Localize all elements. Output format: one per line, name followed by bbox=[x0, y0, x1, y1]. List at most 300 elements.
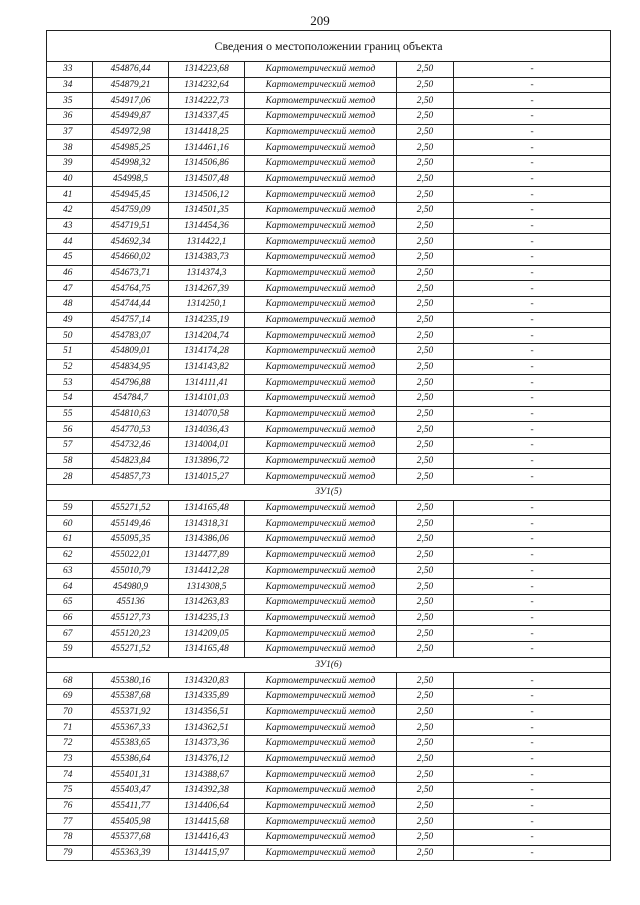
method-cell: Картометрический метод bbox=[245, 140, 397, 156]
table-row bbox=[47, 156, 611, 172]
coord-x-cell: 454757,14 bbox=[93, 312, 169, 328]
coord-y-cell: 1314501,35 bbox=[169, 203, 245, 219]
coord-x-cell: 454744,44 bbox=[93, 297, 169, 313]
coord-y-cell: 1314036,43 bbox=[169, 422, 245, 438]
table-row bbox=[47, 829, 611, 845]
method-cell: Картометрический метод bbox=[245, 453, 397, 469]
point-number-cell: 54 bbox=[47, 391, 93, 407]
method-cell: Картометрический метод bbox=[245, 767, 397, 783]
description-cell: - bbox=[454, 798, 611, 814]
method-cell: Картометрический метод bbox=[245, 344, 397, 360]
description-cell: - bbox=[454, 77, 611, 93]
accuracy-cell: 2,50 bbox=[397, 391, 454, 407]
table-row bbox=[47, 516, 611, 532]
point-number-cell: 47 bbox=[47, 281, 93, 297]
coord-y-cell: 1314318,31 bbox=[169, 516, 245, 532]
description-cell: - bbox=[454, 673, 611, 689]
coord-y-cell: 1314337,45 bbox=[169, 109, 245, 125]
table-row bbox=[47, 767, 611, 783]
coord-y-cell: 1314165,48 bbox=[169, 500, 245, 516]
method-cell: Картометрический метод bbox=[245, 751, 397, 767]
method-cell: Картометрический метод bbox=[245, 594, 397, 610]
point-number-cell: 59 bbox=[47, 500, 93, 516]
accuracy-cell: 2,50 bbox=[397, 720, 454, 736]
table-row bbox=[47, 704, 611, 720]
table-row bbox=[47, 547, 611, 563]
coord-x-cell: 455401,31 bbox=[93, 767, 169, 783]
table-row bbox=[47, 187, 611, 203]
description-cell: - bbox=[454, 829, 611, 845]
coord-x-cell: 455383,65 bbox=[93, 735, 169, 751]
point-number-cell: 70 bbox=[47, 704, 93, 720]
table-row bbox=[47, 203, 611, 219]
accuracy-cell: 2,50 bbox=[397, 344, 454, 360]
point-number-cell: 58 bbox=[47, 453, 93, 469]
description-cell: - bbox=[454, 469, 611, 485]
description-cell: - bbox=[454, 250, 611, 266]
description-cell: - bbox=[454, 391, 611, 407]
description-cell: - bbox=[454, 359, 611, 375]
method-cell: Картометрический метод bbox=[245, 829, 397, 845]
description-cell: - bbox=[454, 704, 611, 720]
coord-y-cell: 1314454,36 bbox=[169, 218, 245, 234]
method-cell: Картометрический метод bbox=[245, 156, 397, 172]
description-cell: - bbox=[454, 281, 611, 297]
coord-y-cell: 1314461,16 bbox=[169, 140, 245, 156]
description-cell: - bbox=[454, 297, 611, 313]
accuracy-cell: 2,50 bbox=[397, 829, 454, 845]
coord-y-cell: 1314267,39 bbox=[169, 281, 245, 297]
table-row bbox=[47, 673, 611, 689]
coord-x-cell: 454784,7 bbox=[93, 391, 169, 407]
method-cell: Картометрический метод bbox=[245, 406, 397, 422]
accuracy-cell: 2,50 bbox=[397, 594, 454, 610]
description-cell: - bbox=[454, 203, 611, 219]
coord-y-cell: 1314415,97 bbox=[169, 845, 245, 861]
coord-y-cell: 1314235,19 bbox=[169, 312, 245, 328]
coord-x-cell: 455010,79 bbox=[93, 563, 169, 579]
accuracy-cell: 2,50 bbox=[397, 735, 454, 751]
coord-y-cell: 1314204,74 bbox=[169, 328, 245, 344]
accuracy-cell: 2,50 bbox=[397, 453, 454, 469]
point-number-cell: 44 bbox=[47, 234, 93, 250]
coord-y-cell: 1314506,12 bbox=[169, 187, 245, 203]
coord-y-cell: 1314356,51 bbox=[169, 704, 245, 720]
description-cell: - bbox=[454, 140, 611, 156]
accuracy-cell: 2,50 bbox=[397, 688, 454, 704]
method-cell: Картометрический метод bbox=[245, 469, 397, 485]
coord-x-cell: 455386,64 bbox=[93, 751, 169, 767]
method-cell: Картометрический метод bbox=[245, 93, 397, 109]
table-row bbox=[47, 579, 611, 595]
method-cell: Картометрический метод bbox=[245, 234, 397, 250]
point-number-cell: 79 bbox=[47, 845, 93, 861]
method-cell: Картометрический метод bbox=[245, 814, 397, 830]
method-cell: Картометрический метод bbox=[245, 798, 397, 814]
accuracy-cell: 2,50 bbox=[397, 469, 454, 485]
description-cell: - bbox=[454, 500, 611, 516]
coord-y-cell: 1314415,68 bbox=[169, 814, 245, 830]
point-number-cell: 37 bbox=[47, 124, 93, 140]
coord-y-cell: 1314383,73 bbox=[169, 250, 245, 266]
accuracy-cell: 2,50 bbox=[397, 297, 454, 313]
accuracy-cell: 2,50 bbox=[397, 124, 454, 140]
coord-x-cell: 455136 bbox=[93, 594, 169, 610]
coord-y-cell: 1314506,86 bbox=[169, 156, 245, 172]
point-number-cell: 41 bbox=[47, 187, 93, 203]
table-row bbox=[47, 500, 611, 516]
coord-y-cell: 1313896,72 bbox=[169, 453, 245, 469]
description-cell: - bbox=[454, 751, 611, 767]
method-cell: Картометрический метод bbox=[245, 782, 397, 798]
coord-y-cell: 1314263,83 bbox=[169, 594, 245, 610]
accuracy-cell: 2,50 bbox=[397, 767, 454, 783]
description-cell: - bbox=[454, 782, 611, 798]
point-number-cell: 35 bbox=[47, 93, 93, 109]
table-row bbox=[47, 297, 611, 313]
point-number-cell: 43 bbox=[47, 218, 93, 234]
coord-x-cell: 454809,01 bbox=[93, 344, 169, 360]
accuracy-cell: 2,50 bbox=[397, 610, 454, 626]
method-cell: Картометрический метод bbox=[245, 109, 397, 125]
coord-x-cell: 454876,44 bbox=[93, 62, 169, 78]
description-cell: - bbox=[454, 171, 611, 187]
table-row bbox=[47, 782, 611, 798]
coord-x-cell: 455387,68 bbox=[93, 688, 169, 704]
coord-x-cell: 454879,21 bbox=[93, 77, 169, 93]
coord-y-cell: 1314070,58 bbox=[169, 406, 245, 422]
table-title-row bbox=[47, 31, 611, 62]
point-number-cell: 50 bbox=[47, 328, 93, 344]
section-header-row bbox=[47, 485, 611, 501]
point-number-cell: 77 bbox=[47, 814, 93, 830]
point-number-cell: 34 bbox=[47, 77, 93, 93]
table-row bbox=[47, 265, 611, 281]
accuracy-cell: 2,50 bbox=[397, 77, 454, 93]
coord-y-cell: 1314235,13 bbox=[169, 610, 245, 626]
point-number-cell: 72 bbox=[47, 735, 93, 751]
accuracy-cell: 2,50 bbox=[397, 234, 454, 250]
coord-y-cell: 1314373,36 bbox=[169, 735, 245, 751]
method-cell: Картометрический метод bbox=[245, 516, 397, 532]
point-number-cell: 74 bbox=[47, 767, 93, 783]
coord-y-cell: 1314422,1 bbox=[169, 234, 245, 250]
coord-y-cell: 1314308,5 bbox=[169, 579, 245, 595]
point-number-cell: 51 bbox=[47, 344, 93, 360]
method-cell: Картометрический метод bbox=[245, 579, 397, 595]
table-row bbox=[47, 469, 611, 485]
coord-x-cell: 454810,63 bbox=[93, 406, 169, 422]
coord-x-cell: 455271,52 bbox=[93, 500, 169, 516]
coord-x-cell: 455403,47 bbox=[93, 782, 169, 798]
accuracy-cell: 2,50 bbox=[397, 93, 454, 109]
accuracy-cell: 2,50 bbox=[397, 563, 454, 579]
method-cell: Картометрический метод bbox=[245, 845, 397, 861]
method-cell: Картометрический метод bbox=[245, 563, 397, 579]
accuracy-cell: 2,50 bbox=[397, 751, 454, 767]
accuracy-cell: 2,50 bbox=[397, 641, 454, 657]
description-cell: - bbox=[454, 93, 611, 109]
point-number-cell: 48 bbox=[47, 297, 93, 313]
page-number: 209 bbox=[310, 13, 330, 28]
coord-y-cell: 1314174,28 bbox=[169, 344, 245, 360]
table-row bbox=[47, 626, 611, 642]
coord-x-cell: 455271,52 bbox=[93, 641, 169, 657]
point-number-cell: 49 bbox=[47, 312, 93, 328]
accuracy-cell: 2,50 bbox=[397, 798, 454, 814]
point-number-cell: 66 bbox=[47, 610, 93, 626]
point-number-cell: 73 bbox=[47, 751, 93, 767]
coord-y-cell: 1314416,43 bbox=[169, 829, 245, 845]
method-cell: Картометрический метод bbox=[245, 218, 397, 234]
coord-y-cell: 1314374,3 bbox=[169, 265, 245, 281]
point-number-cell: 75 bbox=[47, 782, 93, 798]
table-row bbox=[47, 140, 611, 156]
description-cell: - bbox=[454, 312, 611, 328]
point-number-cell: 76 bbox=[47, 798, 93, 814]
point-number-cell: 52 bbox=[47, 359, 93, 375]
coord-x-cell: 454732,46 bbox=[93, 438, 169, 454]
table-row bbox=[47, 751, 611, 767]
method-cell: Картометрический метод bbox=[245, 312, 397, 328]
coord-y-cell: 1314223,68 bbox=[169, 62, 245, 78]
accuracy-cell: 2,50 bbox=[397, 500, 454, 516]
description-cell: - bbox=[454, 438, 611, 454]
table-row bbox=[47, 563, 611, 579]
coord-x-cell: 454945,45 bbox=[93, 187, 169, 203]
description-cell: - bbox=[454, 735, 611, 751]
table-row bbox=[47, 610, 611, 626]
accuracy-cell: 2,50 bbox=[397, 782, 454, 798]
accuracy-cell: 2,50 bbox=[397, 203, 454, 219]
accuracy-cell: 2,50 bbox=[397, 626, 454, 642]
coord-y-cell: 1314335,89 bbox=[169, 688, 245, 704]
description-cell: - bbox=[454, 187, 611, 203]
point-number-cell: 69 bbox=[47, 688, 93, 704]
description-cell: - bbox=[454, 814, 611, 830]
table-row bbox=[47, 109, 611, 125]
table-row bbox=[47, 93, 611, 109]
coord-y-cell: 1314111,41 bbox=[169, 375, 245, 391]
description-cell: - bbox=[454, 109, 611, 125]
description-cell: - bbox=[454, 563, 611, 579]
method-cell: Картометрический метод bbox=[245, 735, 397, 751]
point-number-cell: 46 bbox=[47, 265, 93, 281]
point-number-cell: 56 bbox=[47, 422, 93, 438]
method-cell: Картометрический метод bbox=[245, 610, 397, 626]
method-cell: Картометрический метод bbox=[245, 547, 397, 563]
table-row bbox=[47, 171, 611, 187]
section-label: ЗУ1(5) bbox=[47, 485, 611, 501]
description-cell: - bbox=[454, 720, 611, 736]
accuracy-cell: 2,50 bbox=[397, 250, 454, 266]
table-row bbox=[47, 532, 611, 548]
accuracy-cell: 2,50 bbox=[397, 532, 454, 548]
point-number-cell: 28 bbox=[47, 469, 93, 485]
coord-x-cell: 454972,98 bbox=[93, 124, 169, 140]
method-cell: Картометрический метод bbox=[245, 532, 397, 548]
point-number-cell: 68 bbox=[47, 673, 93, 689]
coord-x-cell: 454998,5 bbox=[93, 171, 169, 187]
accuracy-cell: 2,50 bbox=[397, 673, 454, 689]
method-cell: Картометрический метод bbox=[245, 328, 397, 344]
accuracy-cell: 2,50 bbox=[397, 579, 454, 595]
description-cell: - bbox=[454, 375, 611, 391]
description-cell: - bbox=[454, 265, 611, 281]
coord-y-cell: 1314250,1 bbox=[169, 297, 245, 313]
description-cell: - bbox=[454, 767, 611, 783]
method-cell: Картометрический метод bbox=[245, 265, 397, 281]
method-cell: Картометрический метод bbox=[245, 77, 397, 93]
method-cell: Картометрический метод bbox=[245, 171, 397, 187]
accuracy-cell: 2,50 bbox=[397, 814, 454, 830]
table-row bbox=[47, 641, 611, 657]
method-cell: Картометрический метод bbox=[245, 391, 397, 407]
coord-x-cell: 455367,33 bbox=[93, 720, 169, 736]
table-row bbox=[47, 124, 611, 140]
point-number-cell: 78 bbox=[47, 829, 93, 845]
point-number-cell: 64 bbox=[47, 579, 93, 595]
table-row bbox=[47, 814, 611, 830]
coord-y-cell: 1314320,83 bbox=[169, 673, 245, 689]
table-row bbox=[47, 312, 611, 328]
description-cell: - bbox=[454, 156, 611, 172]
point-number-cell: 40 bbox=[47, 171, 93, 187]
coord-y-cell: 1314412,28 bbox=[169, 563, 245, 579]
method-cell: Картометрический метод bbox=[245, 673, 397, 689]
table-row bbox=[47, 375, 611, 391]
coord-x-cell: 455377,68 bbox=[93, 829, 169, 845]
description-cell: - bbox=[454, 626, 611, 642]
table-row bbox=[47, 735, 611, 751]
method-cell: Картометрический метод bbox=[245, 124, 397, 140]
coord-x-cell: 455149,46 bbox=[93, 516, 169, 532]
coord-x-cell: 455411,77 bbox=[93, 798, 169, 814]
coord-x-cell: 454759,09 bbox=[93, 203, 169, 219]
description-cell: - bbox=[454, 547, 611, 563]
table-body bbox=[47, 31, 611, 861]
point-number-cell: 63 bbox=[47, 563, 93, 579]
accuracy-cell: 2,50 bbox=[397, 438, 454, 454]
description-cell: - bbox=[454, 594, 611, 610]
method-cell: Картометрический метод bbox=[245, 62, 397, 78]
table-row bbox=[47, 438, 611, 454]
accuracy-cell: 2,50 bbox=[397, 704, 454, 720]
table-row bbox=[47, 406, 611, 422]
accuracy-cell: 2,50 bbox=[397, 265, 454, 281]
method-cell: Картометрический метод bbox=[245, 641, 397, 657]
accuracy-cell: 2,50 bbox=[397, 171, 454, 187]
point-number-cell: 59 bbox=[47, 641, 93, 657]
accuracy-cell: 2,50 bbox=[397, 312, 454, 328]
boundary-table bbox=[46, 30, 611, 861]
point-number-cell: 38 bbox=[47, 140, 93, 156]
coord-x-cell: 454857,73 bbox=[93, 469, 169, 485]
table-row bbox=[47, 77, 611, 93]
point-number-cell: 39 bbox=[47, 156, 93, 172]
accuracy-cell: 2,50 bbox=[397, 281, 454, 297]
section-label: ЗУ1(6) bbox=[47, 657, 611, 673]
description-cell: - bbox=[454, 422, 611, 438]
coord-x-cell: 454796,88 bbox=[93, 375, 169, 391]
table-row bbox=[47, 344, 611, 360]
coord-x-cell: 454985,25 bbox=[93, 140, 169, 156]
coord-x-cell: 454692,34 bbox=[93, 234, 169, 250]
accuracy-cell: 2,50 bbox=[397, 375, 454, 391]
coord-y-cell: 1314418,25 bbox=[169, 124, 245, 140]
method-cell: Картометрический метод bbox=[245, 720, 397, 736]
coord-x-cell: 454660,02 bbox=[93, 250, 169, 266]
point-number-cell: 61 bbox=[47, 532, 93, 548]
coord-x-cell: 455095,35 bbox=[93, 532, 169, 548]
method-cell: Картометрический метод bbox=[245, 281, 397, 297]
description-cell: - bbox=[454, 641, 611, 657]
description-cell: - bbox=[454, 234, 611, 250]
description-cell: - bbox=[454, 218, 611, 234]
table-row bbox=[47, 359, 611, 375]
method-cell: Картометрический метод bbox=[245, 203, 397, 219]
coord-x-cell: 455120,23 bbox=[93, 626, 169, 642]
method-cell: Картометрический метод bbox=[245, 187, 397, 203]
description-cell: - bbox=[454, 845, 611, 861]
accuracy-cell: 2,50 bbox=[397, 845, 454, 861]
coord-x-cell: 455363,39 bbox=[93, 845, 169, 861]
method-cell: Картометрический метод bbox=[245, 422, 397, 438]
coord-y-cell: 1314392,38 bbox=[169, 782, 245, 798]
coord-y-cell: 1314232,64 bbox=[169, 77, 245, 93]
coord-y-cell: 1314507,48 bbox=[169, 171, 245, 187]
coord-x-cell: 454823,84 bbox=[93, 453, 169, 469]
coord-y-cell: 1314101,03 bbox=[169, 391, 245, 407]
point-number-cell: 62 bbox=[47, 547, 93, 563]
description-cell: - bbox=[454, 532, 611, 548]
description-cell: - bbox=[454, 124, 611, 140]
coord-x-cell: 455371,92 bbox=[93, 704, 169, 720]
table-row bbox=[47, 720, 611, 736]
coord-x-cell: 454770,53 bbox=[93, 422, 169, 438]
description-cell: - bbox=[454, 516, 611, 532]
table-row bbox=[47, 328, 611, 344]
accuracy-cell: 2,50 bbox=[397, 359, 454, 375]
table-row bbox=[47, 798, 611, 814]
coord-y-cell: 1314143,82 bbox=[169, 359, 245, 375]
method-cell: Картометрический метод bbox=[245, 500, 397, 516]
table-row bbox=[47, 453, 611, 469]
description-cell: - bbox=[454, 688, 611, 704]
coord-y-cell: 1314388,67 bbox=[169, 767, 245, 783]
accuracy-cell: 2,50 bbox=[397, 547, 454, 563]
point-number-cell: 36 bbox=[47, 109, 93, 125]
description-cell: - bbox=[454, 328, 611, 344]
coord-y-cell: 1314406,64 bbox=[169, 798, 245, 814]
table-row bbox=[47, 688, 611, 704]
method-cell: Картометрический метод bbox=[245, 704, 397, 720]
coord-x-cell: 455405,98 bbox=[93, 814, 169, 830]
coord-y-cell: 1314209,05 bbox=[169, 626, 245, 642]
accuracy-cell: 2,50 bbox=[397, 156, 454, 172]
accuracy-cell: 2,50 bbox=[397, 140, 454, 156]
method-cell: Картометрический метод bbox=[245, 250, 397, 266]
point-number-cell: 71 bbox=[47, 720, 93, 736]
point-number-cell: 33 bbox=[47, 62, 93, 78]
coord-x-cell: 454949,87 bbox=[93, 109, 169, 125]
description-cell: - bbox=[454, 344, 611, 360]
coord-y-cell: 1314222,73 bbox=[169, 93, 245, 109]
coord-x-cell: 454719,51 bbox=[93, 218, 169, 234]
accuracy-cell: 2,50 bbox=[397, 109, 454, 125]
coord-x-cell: 454673,71 bbox=[93, 265, 169, 281]
accuracy-cell: 2,50 bbox=[397, 62, 454, 78]
